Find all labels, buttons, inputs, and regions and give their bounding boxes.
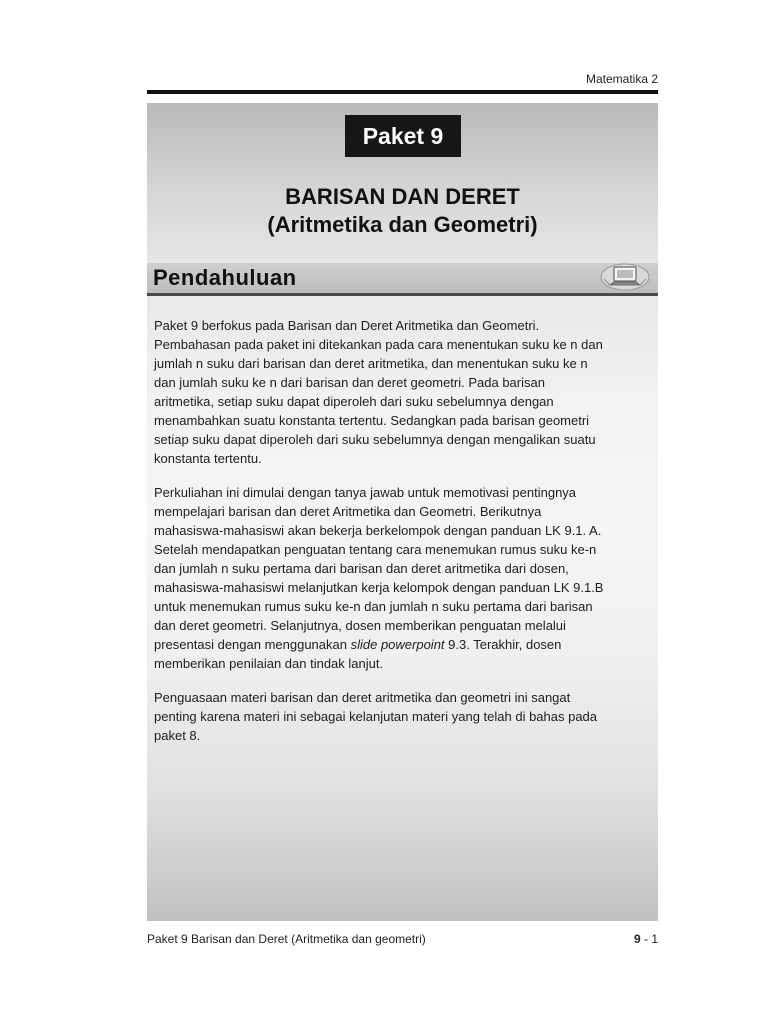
text-line: Perkuliahan ini dimulai dengan tanya jawab untuk memotivasi pentingnya: [154, 485, 577, 500]
text-line: Setelah mendapatkan penguatan tentang cara menemukan rumus suku ke-n: [154, 542, 597, 557]
chapter-title-line2: (Aritmetika dan Geometri): [267, 212, 538, 237]
footer-title: Paket 9 Barisan dan Deret (Aritmetika dan geometri): [147, 932, 426, 946]
text-line: Pembahasan pada paket ini ditekankan pada cara menentukan suku ke n dan: [154, 337, 603, 352]
text-line: mahasiswa-mahasiswi melanjutkan kerja kelompok dengan panduan LK 9.1.B: [154, 580, 604, 595]
text-line: Paket 9 berfokus pada Barisan dan Deret Aritmetika dan Geometri.: [154, 318, 540, 333]
paragraph-2: [154, 483, 654, 673]
text-line: paket 8.: [154, 728, 201, 743]
paket-label: Paket 9: [345, 115, 461, 157]
page-index: 1: [651, 932, 658, 946]
text-segment: presentasi dengan menggunakan: [154, 637, 351, 652]
text-line: aritmetika, setiap suku dapat diperoleh dari suku sebelumnya dengan: [154, 394, 554, 409]
section-header-bar: [147, 263, 658, 296]
text-line: menambahkan suatu konstanta tertentu. Sedangkan pada barisan geometri: [154, 413, 590, 428]
text-line: penting karena materi ini sebagai kelanjutan materi yang telah di bahas pada: [154, 709, 598, 724]
text-line: mempelajari barisan dan deret Aritmetika dan Geometri. Berikutnya: [154, 504, 542, 519]
text-line: dan jumlah n suku pertama dari barisan dan deret aritmetika dari dosen,: [154, 561, 569, 576]
text-line: mahasiswa-mahasiswi akan bekerja berkelompok dengan panduan LK 9.1. A.: [154, 523, 602, 538]
body-text: [154, 316, 654, 760]
page-number: [634, 932, 658, 946]
text-line: dan jumlah suku ke n dari barisan dan deret geometri. Pada barisan: [154, 375, 545, 390]
text-segment: 9.3. Terakhir, dosen: [444, 637, 562, 652]
page-separator: -: [640, 932, 652, 946]
text-line: setiap suku dapat diperoleh dari suku sebelumnya dengan mengalikan suatu: [154, 432, 596, 447]
paragraph-3: [154, 688, 654, 745]
chapter-title-line1: BARISAN DAN DERET: [285, 184, 520, 209]
text-line: Penguasaan materi barisan dan deret aritmetika dan geometri ini sangat: [154, 690, 571, 705]
chapter-title: [147, 183, 658, 239]
section-title: Pendahuluan: [153, 265, 297, 290]
running-header: Matematika 2: [585, 72, 658, 86]
page-chapter: 9: [633, 932, 641, 946]
text-line: untuk menemukan rumus suku ke-n dan jumlah n suku pertama dari barisan: [154, 599, 593, 614]
computer-icon: [600, 263, 650, 291]
text-line: [154, 635, 654, 654]
text-line: konstanta tertentu.: [154, 451, 262, 466]
text-line: memberikan penilaian dan tindak lanjut.: [154, 656, 384, 671]
paragraph-1: [154, 316, 654, 468]
header-rule: [147, 90, 658, 94]
emphasis-text: slide powerpoint: [350, 637, 445, 652]
text-line: jumlah n suku dari barisan dan deret aritmetika, dan menentukan suku ke n: [154, 356, 588, 371]
text-line: dan deret geometri. Selanjutnya, dosen memberikan penguatan melalui: [154, 618, 566, 633]
